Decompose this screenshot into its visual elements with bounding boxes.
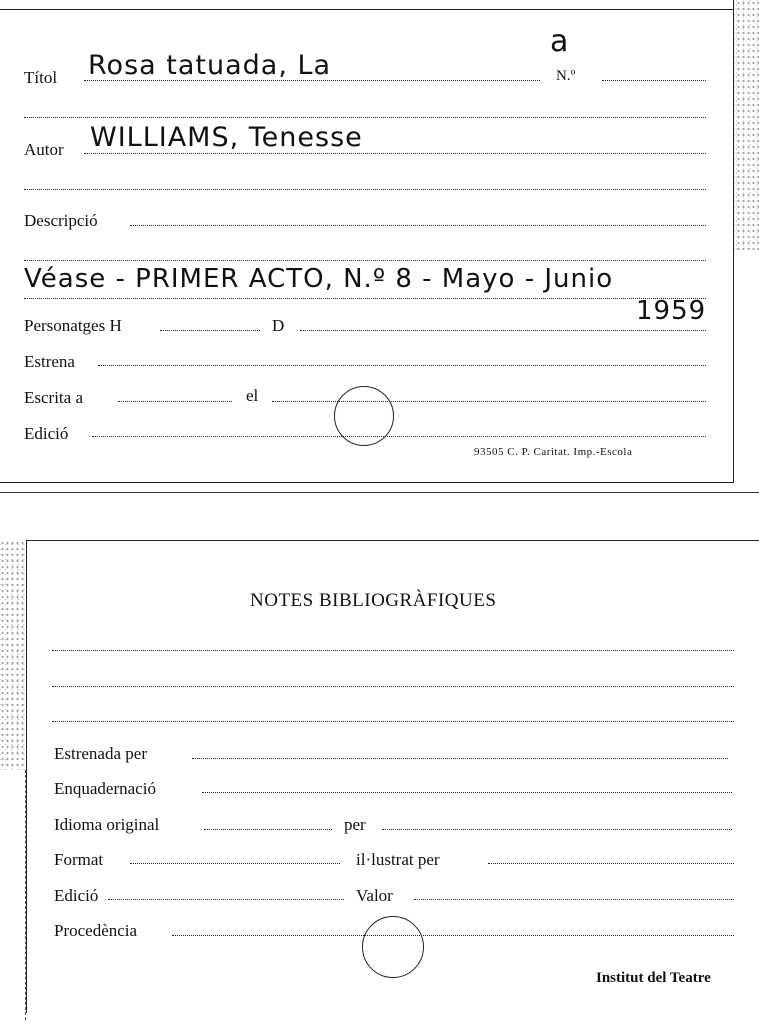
- valor-label: Valor: [356, 886, 393, 905]
- escrita-label: Escrita a: [24, 388, 83, 407]
- edicio-line: [92, 436, 706, 437]
- enquadernacio-label: Enquadernació: [54, 779, 156, 798]
- estrenada-line: [192, 758, 728, 759]
- per-line: [382, 829, 732, 830]
- el-label: el: [246, 386, 259, 405]
- autor-label: Autor: [24, 140, 64, 159]
- personatges-d-line: [300, 330, 706, 331]
- year-value: 1959: [636, 296, 707, 326]
- notes-heading: NOTES BIBLIOGRÀFIQUES: [250, 590, 497, 611]
- blank-line-1: [24, 117, 706, 118]
- autor-line: [84, 153, 706, 154]
- notes-line-3: [52, 721, 734, 722]
- d-label: D: [272, 316, 285, 335]
- valor-line: [414, 899, 734, 900]
- institution-label: Institut del Teatre: [596, 970, 711, 986]
- per-label: per: [344, 815, 366, 834]
- descripcio-value: Véase - PRIMER ACTO, N.º 8 - Mayo - Junio: [24, 264, 614, 294]
- number-mark: a: [550, 24, 570, 59]
- idioma-label: Idioma original: [54, 815, 160, 834]
- edicio-label: Edició: [24, 424, 69, 443]
- printer-note: 93505 C. P. Caritat. Imp.-Escola: [474, 446, 633, 458]
- estrena-line: [98, 365, 706, 366]
- personatges-label: Personatges H: [24, 316, 122, 335]
- blank-line-3: [24, 260, 706, 261]
- titol-value: Rosa tatuada, La: [88, 50, 332, 81]
- scan-noise-right: [731, 0, 759, 250]
- notes-line-2: [52, 686, 734, 687]
- descripcio-line: [130, 225, 706, 226]
- autor-value: WILLIAMS, Tenesse: [90, 122, 363, 153]
- enquadernacio-line: [202, 792, 732, 793]
- num-line: [602, 80, 706, 81]
- punch-hole-circle: [334, 386, 394, 446]
- illustrat-line: [488, 863, 734, 864]
- notes-line-1: [52, 650, 734, 651]
- escrita-line: [118, 401, 232, 402]
- edicio-back-line: [108, 899, 344, 900]
- blank-line-4: [24, 298, 706, 299]
- format-label: Format: [54, 850, 104, 869]
- scan-noise-left: [0, 540, 26, 770]
- estrena-label: Estrena: [24, 352, 75, 371]
- procedencia-line: [172, 935, 734, 936]
- blank-line-2: [24, 189, 706, 190]
- procedencia-label: Procedència: [54, 921, 138, 940]
- illustrat-label: il·lustrat per: [356, 850, 440, 869]
- idioma-line: [204, 829, 332, 830]
- num-label: N.º: [556, 68, 576, 84]
- card-front-top-edge: [0, 9, 733, 10]
- estrenada-label: Estrenada per: [54, 744, 147, 763]
- punch-hole-circle-back: [362, 916, 424, 978]
- card-divider: [0, 492, 759, 493]
- personatges-h-line: [160, 330, 260, 331]
- format-line: [130, 863, 340, 864]
- descripcio-label: Descripció: [24, 211, 98, 230]
- edicio-back-label: Edició: [54, 886, 99, 905]
- titol-label: Títol: [24, 68, 58, 87]
